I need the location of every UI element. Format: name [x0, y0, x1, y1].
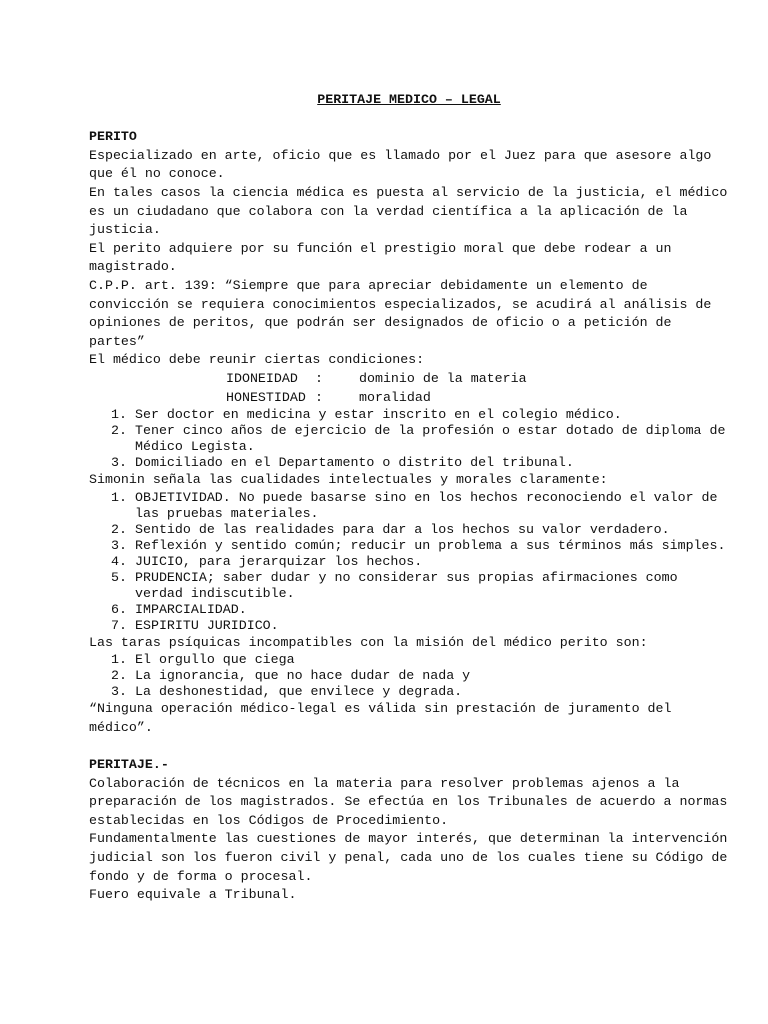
list-item-text: Domiciliado en el Departamento o distrito del tribunal. — [135, 455, 574, 471]
list-item-number: 4. — [111, 553, 127, 569]
list-item-text: Reflexión y sentido común; reducir un problema a sus términos más simples. — [135, 537, 726, 553]
paragraph: El perito adquiere por su función el prestigio moral que debe rodear a un magistrado. — [89, 240, 672, 275]
paragraph-cpp-quote: C.P.P. art. 139: “Siempre que para apreciar debidamente un elemento de convicción se requiera conocimientos especializados, se acudirá al análisis de opiniones de peritos, que podrán ser designados de oficio o a petición de partes” — [89, 277, 712, 349]
paragraph: Fundamentalmente las cuestiones de mayor interés, que determinan la intervención judicial son los fueron civil y penal, cada uno de los cuales tiene su Código de fondo y de forma o procesal. — [89, 831, 728, 884]
paragraph: En tales casos la ciencia médica es puesta al servicio de la justicia, el médico es un ciudadano que colabora con la verdad científica a la aplicación de la justicia. — [89, 184, 728, 238]
list-item — [89, 570, 729, 602]
condition-row — [89, 370, 729, 389]
list-item-text: Sentido de las realidades para dar a los hechos su valor verdadero. — [135, 521, 670, 537]
list-item-text: IMPARCIALIDAD. — [135, 601, 247, 617]
document-page — [89, 91, 729, 905]
list-item-number: 2. — [111, 423, 127, 439]
condition-definition: dominio de la materia — [359, 370, 527, 386]
taras-list — [89, 652, 729, 700]
document-title: PERITAJE MEDICO – LEGAL — [317, 92, 501, 107]
spacer — [89, 737, 729, 756]
condition-separator: : — [315, 389, 323, 405]
paragraph-taras-intro: Las taras psíquicas incompatibles con la misión del médico perito son: — [89, 634, 648, 650]
paragraph: Fuero equivale a Tribunal. — [89, 887, 297, 903]
list-item — [89, 407, 729, 423]
list-item-number: 1. — [111, 407, 127, 423]
paragraph-oath-quote: “Ninguna operación médico-legal es válida sin prestación de juramento del médico”. — [89, 701, 672, 735]
condition-separator: : — [315, 370, 323, 386]
list-item-number: 3. — [111, 684, 127, 700]
list-item-number: 7. — [111, 617, 127, 633]
list-item-number: 2. — [111, 521, 127, 537]
condition-definition: moralidad — [359, 389, 431, 405]
paragraph-simonin-intro: Simonin señala las cualidades intelectuales y morales claramente: — [89, 472, 608, 488]
qualities-list — [89, 490, 729, 634]
list-item — [89, 538, 729, 554]
list-item-text: La ignorancia, que no hace dudar de nada y — [135, 668, 471, 684]
list-item — [89, 522, 729, 538]
list-item-text: Tener cinco años de ejercicio de la profesión o estar dotado de diploma de Médico Legista. — [135, 423, 726, 455]
paragraph: El médico debe reunir ciertas condiciones: — [89, 352, 425, 368]
list-item-number: 2. — [111, 668, 127, 684]
list-item — [89, 602, 729, 618]
condition-row — [89, 389, 729, 408]
list-item-number: 1. — [111, 489, 127, 505]
list-item-number: 5. — [111, 569, 127, 585]
condition-term: IDONEIDAD — [226, 370, 298, 386]
requirements-list — [89, 407, 729, 471]
list-item-text: JUICIO, para jerarquizar los hechos. — [135, 553, 423, 569]
list-item — [89, 490, 729, 522]
list-item — [89, 455, 729, 471]
paragraph: Colaboración de técnicos en la materia para resolver problemas ajenos a la preparación de los magistrados. Se efectúa en los Tribunales de acuerdo a normas establecidas en los Códigos de Procedimiento. — [89, 775, 728, 828]
list-item-number: 3. — [111, 537, 127, 553]
list-item-text: OBJETIVIDAD. No puede basarse sino en los hechos reconociendo el valor de las pruebas materiales. — [135, 489, 718, 521]
section-heading-peritaje: PERITAJE.- — [89, 757, 169, 773]
list-item-text: El orgullo que ciega — [135, 652, 295, 668]
list-item — [89, 554, 729, 570]
list-item-number: 6. — [111, 601, 127, 617]
list-item — [89, 618, 729, 634]
list-item — [89, 668, 729, 684]
list-item-number: 1. — [111, 652, 127, 668]
section-heading-perito: PERITO — [89, 129, 137, 145]
condition-term: HONESTIDAD — [226, 389, 306, 405]
list-item — [89, 652, 729, 668]
list-item-number: 3. — [111, 455, 127, 471]
list-item-text: ESPIRITU JURIDICO. — [135, 617, 279, 633]
list-item-text: Ser doctor en medicina y estar inscrito en el colegio médico. — [135, 407, 622, 423]
list-item — [89, 684, 729, 700]
list-item-text: PRUDENCIA; saber dudar y no considerar sus propias afirmaciones como verdad indiscutible. — [135, 569, 678, 601]
list-item-text: La deshonestidad, que envilece y degrada. — [135, 684, 463, 700]
list-item — [89, 423, 729, 455]
paragraph: Especializado en arte, oficio que es llamado por el Juez para que asesore algo que él no conoce. — [89, 147, 712, 182]
